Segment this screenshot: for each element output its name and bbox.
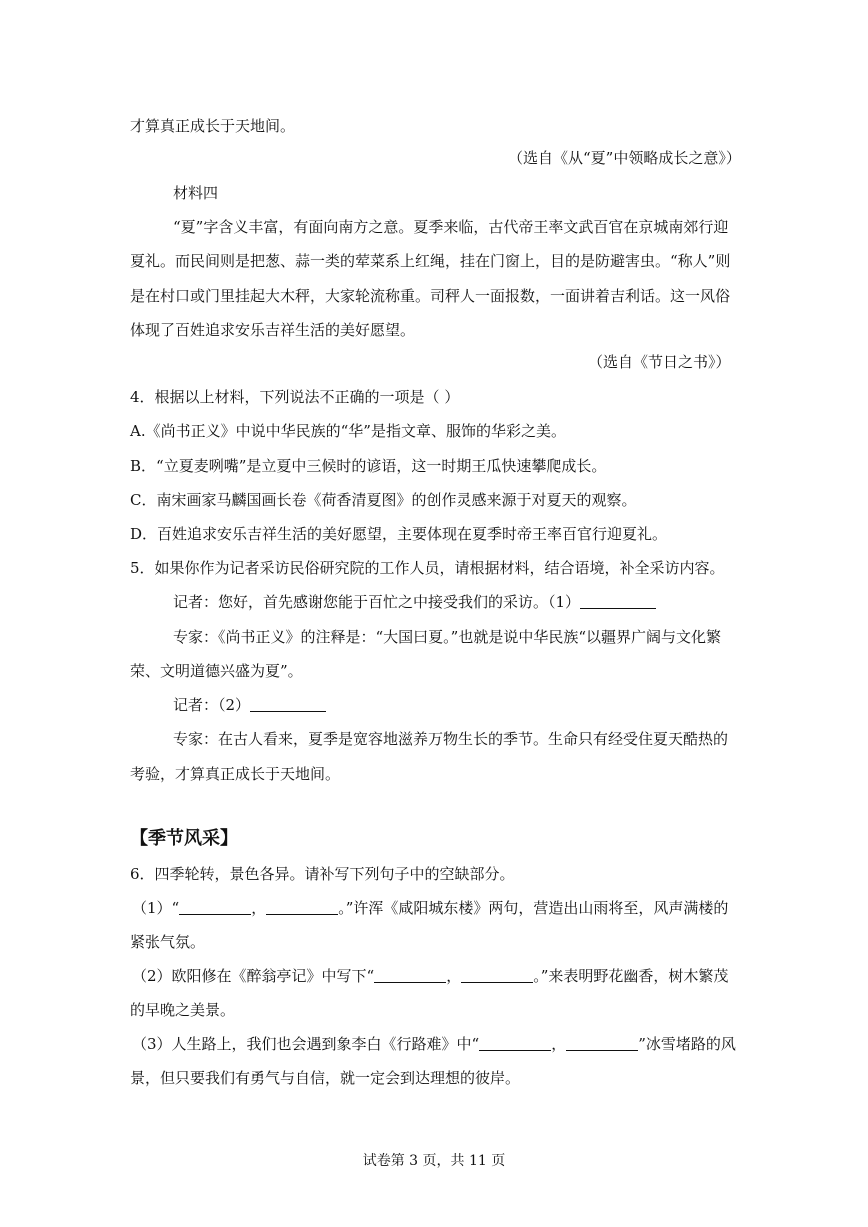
- reporter-line-1: 记者：您好，首先感谢您能于百忙之中接受我们的采访。（1）: [173, 593, 581, 611]
- expert-line: 专家：在古人看来，夏季是宽容地滋养万物生长的季节。生命只有经受住夏天酷热的: [173, 730, 729, 748]
- option-c: C．南宋画家马麟国画长卷《荷香清夏图》的创作灵感来源于对夏天的观察。: [130, 491, 637, 509]
- paragraph-line: 紧张气氛。: [130, 933, 206, 951]
- interview-line: [173, 592, 656, 612]
- fill-text: 。”许浑《咸阳城东楼》两句，营造出山雨将至，风声满楼的: [338, 899, 729, 917]
- answer-blank[interactable]: [461, 966, 533, 983]
- answer-blank[interactable]: [250, 695, 326, 712]
- reporter-line-2: 记者：（2）: [173, 696, 251, 714]
- paragraph-line: 景，但只要我们有勇气与自信，就一定会到达理想的彼岸。: [130, 1069, 521, 1087]
- question-5-stem: 5．如果你作为记者采访民俗研究院的工作人员，请根据材料，结合语境，补全采访内容。: [130, 559, 725, 577]
- fill-text: （2）欧阳修在《醉翁亭记》中写下“: [132, 967, 375, 985]
- section-title: 【季节风采】: [130, 828, 238, 849]
- source-citation: （选自《节日之书》）: [588, 353, 731, 371]
- fill-line: [132, 898, 728, 918]
- fill-text: （3）人生路上，我们也会遇到象李白《行路难》中“: [132, 1035, 480, 1053]
- fill-text: ，: [446, 967, 462, 985]
- fill-text: 。”来表明野花幽香，树木繁茂: [533, 967, 729, 985]
- answer-blank[interactable]: [266, 898, 338, 915]
- expert-line: 考验，才算真正成长于天地间。: [130, 765, 341, 783]
- answer-blank[interactable]: [374, 966, 446, 983]
- paragraph-line: 的早晚之美景。: [130, 1001, 236, 1019]
- fill-line: [132, 966, 728, 986]
- option-a: A.《尚书正义》中说中华民族的“华”是指文章、服饰的华彩之美。: [130, 422, 566, 440]
- page-footer: 试卷第 3 页，共 11 页: [362, 1153, 506, 1169]
- answer-blank[interactable]: [580, 592, 656, 609]
- fill-text: （1）“: [132, 899, 180, 917]
- answer-blank[interactable]: [479, 1034, 551, 1051]
- option-d: D．百姓追求安乐吉祥生活的美好愿望，主要体现在夏季时帝王率百官行迎夏礼。: [130, 525, 668, 543]
- expert-line: 荣、文明道德兴盛为夏”。: [130, 662, 303, 680]
- answer-blank[interactable]: [179, 898, 251, 915]
- paragraph-line: 才算真正成长于天地间。: [130, 117, 296, 135]
- fill-text: ”冰雪堵路的风: [638, 1035, 736, 1053]
- fill-line: [132, 1034, 736, 1054]
- question-6-stem: 6．四季轮转，景色各异。请补写下列句子中的空缺部分。: [130, 865, 515, 883]
- paragraph-line: 体现了百姓追求安乐吉祥生活的美好愿望。: [130, 321, 416, 339]
- source-citation: （选自《从“夏”中领略成长之意》）: [508, 149, 741, 167]
- paragraph-line: 夏礼。而民间则是把葱、蒜一类的荤菜系上红绳，挂在门窗上，目的是防避害虫。“称人”则: [130, 252, 731, 270]
- expert-line: 专家：《尚书正义》的注释是：“大国曰夏。”也就是说中华民族“以疆界广阔与文化繁: [173, 628, 722, 646]
- question-4-stem: 4．根据以上材料，下列说法不正确的一项是（ ）: [130, 388, 460, 406]
- interview-line: [173, 695, 326, 715]
- fill-text: ，: [251, 899, 267, 917]
- material-heading: 材料四: [173, 184, 219, 202]
- paragraph-line: “夏”字含义丰富，有面向南方之意。夏季来临，古代帝王率文武百官在京城南郊行迎: [173, 218, 729, 236]
- option-b: B．“立夏麦咧嘴”是立夏中三候时的谚语，这一时期王瓜快速攀爬成长。: [130, 457, 607, 475]
- paragraph-line: 是在村口或门里挂起大木秤，大家轮流称重。司秤人一面报数，一面讲着吉利话。这一风俗: [130, 287, 731, 305]
- answer-blank[interactable]: [566, 1034, 638, 1051]
- fill-text: ，: [551, 1035, 567, 1053]
